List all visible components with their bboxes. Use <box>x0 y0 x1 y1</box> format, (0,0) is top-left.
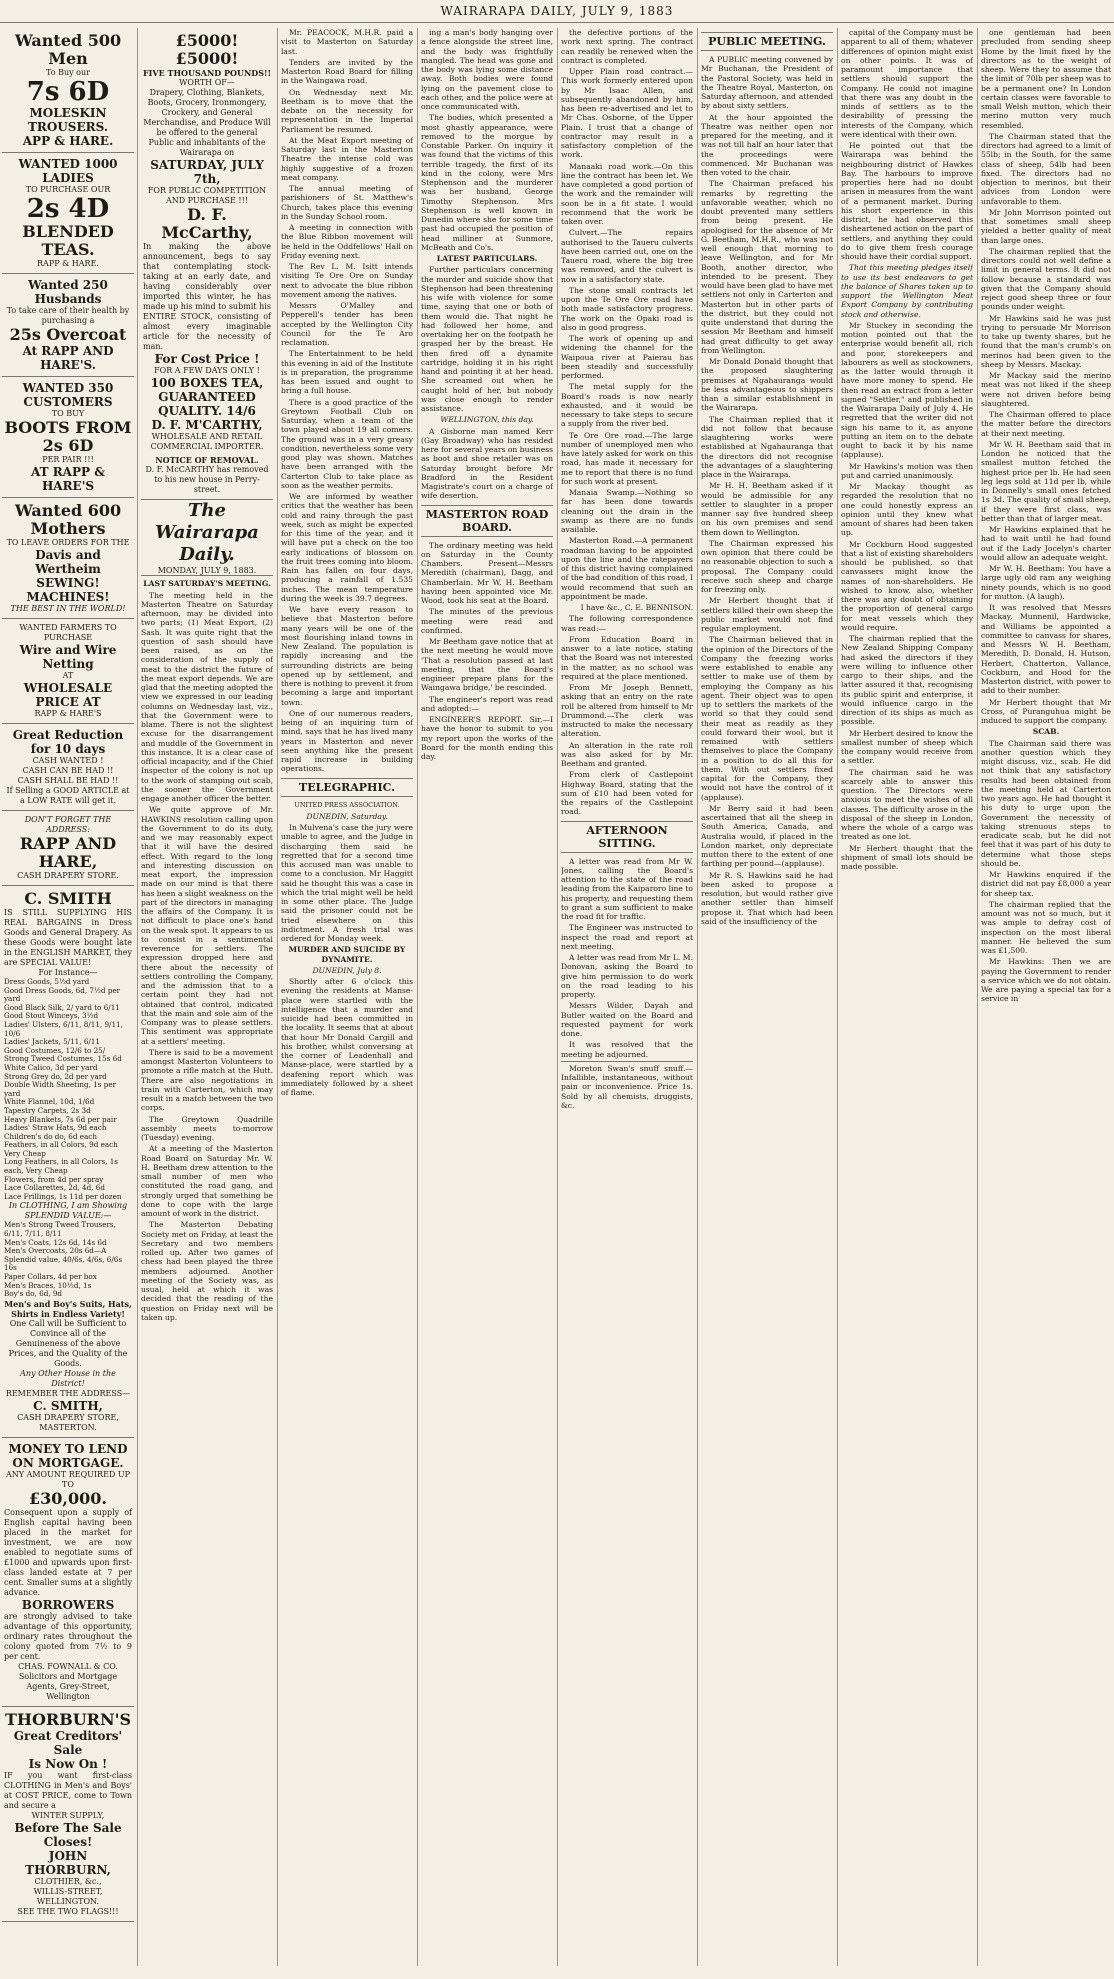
article-paragraph: Culvert.—The repairs authorised to the Taueru culverts have been carried out, one on the Taueru road, where the big tree was removed, and the culvert is now in a satisfactory state. <box>561 228 693 284</box>
article-paragraph: The following correspondence was read:— <box>561 614 693 633</box>
article-paragraph: The Chairman said there was another question which they might discuss, viz., scab. He did not think that any satisfactory results had been obtained from the meeting held at Carterton two years ago. He had thought it his duty to urge upon the Government the necessity of taking strenuous steps to eradicate scab, but he did not feel that it was part of his duty to determine what those steps should be. <box>981 738 1111 868</box>
news-item: We are informed by weather critics that the weather has been cold and rainy through the past week, such as might be expected for this time of the year, and it will have put a check on the too early indications of blossom on the fruit trees coming into bloom. Rain has fallen on four days, producing a rainfall of 1.535 inches. The mean temperature during the week is 39.7 degrees. <box>281 492 413 603</box>
section-heading-road-board: MASTERTON ROAD BOARD. <box>421 505 553 537</box>
article-paragraph: Mr Berry said it had been ascertained that all the sheep in South America, Canada, and Australia would, if placed in the London market, only depreciate mutton there to the extent of one farthing per pound—(applause). <box>701 803 833 869</box>
article-paragraph: The metal supply for the Board's roads is now nearly exhausted, and it would be necessary to take steps to secure a supply from the river bed. <box>561 382 693 429</box>
price-list-item-text: Good Black Silk, 2/ yard to 6/11 <box>4 1002 120 1012</box>
advert-thorburn <box>2 1707 134 1922</box>
price-list-item-text: Flowers, from 4d per spray <box>4 1174 104 1184</box>
column-4 <box>421 28 553 1968</box>
article-paragraph: Mr H. H. Beetham asked if it would be admissible for any settler to slaughter in a proper manner say five hundred sheep on his own premises and send them down to Wellington. <box>701 481 833 537</box>
column-1-advertisements <box>2 28 134 1968</box>
column-rule <box>837 28 838 1966</box>
advert-headline: For Cost Price ! <box>154 352 260 366</box>
article-paragraph: one gentleman had been precluded from sending sheep Home by the limit fixed by the directors as to the weight of sheep. Were they to assume that the limit of 70lb per sheep was to be a permanent one? In London certain classes were favorable to small Welsh mutton, which their merino mutton very much resembled. <box>981 28 1111 130</box>
column-6 <box>701 28 833 1968</box>
advert-text: are strongly advised to take advantage of this opportunity, ordinary rates throughout the colony quoted from 7½ to 9 per cent. <box>4 1611 132 1661</box>
advert-headline: Great Reduction for 10 days <box>12 728 124 756</box>
advert-amount: £30,000. <box>29 1488 107 1508</box>
advert-text: Before The Sale Closes! <box>14 1820 122 1849</box>
price-list-item-text: Men's Braces, 10½d, 1s <box>4 1280 92 1290</box>
news-item: The Rev L. M. Isitt intends visiting Te Ore Ore on Sunday next to advocate the blue ribbon movement among the natives. <box>281 262 413 299</box>
advert-product: SEWING! MACHINES! <box>26 576 110 604</box>
article-paragraph: A letter was read from Mr L. M. Donovan, asking the Board to give him permission to do work on the road leading to his property. <box>561 953 693 999</box>
advert-product: MOLESKIN TROUSERS. <box>27 106 109 134</box>
article-paragraph: There is said to be a movement amongst Masterton Volunteers to promote a rifle match at the Hutt. There are also negotiations in train with Carterton, which may result in a match between the two corps. <box>141 1047 273 1113</box>
advert-text: WORTH OF— <box>179 78 235 87</box>
price-list-item-text: Strong Grey do, 2d per yard <box>4 1071 107 1081</box>
article-paragraph: Mr Beetham gave notice that at the next meeting he would move 'That a resolution passed at last meeting, that the Board's engineer prepare plans for the Waingawa bridge,' be rescinded. <box>421 637 553 693</box>
price-list-item <box>4 1247 132 1273</box>
advert-product: 25s Overcoat <box>9 325 127 344</box>
advert-snuff: Moreton Swan's snuff snuff.—Infallible, instantaneous, without pain or inconvenience. Price 1s. Sold by all chemists, druggists, &c. <box>561 1061 693 1110</box>
advert-text: CASH CAN BE HAD !! <box>22 766 114 775</box>
article-paragraph: Messrs Wilder, Dayah and Butler waited on the Board and requested payment for work done. <box>561 1001 693 1038</box>
article-paragraph: Masterton Road.—A permanent roadman having to be appointed upon the line and the ratepayers of this district having complained of the bad condition of this road, I would recommend that such an appointment be made. <box>561 536 693 601</box>
advert-product: Wire and Wire Netting <box>19 643 117 671</box>
column-8 <box>981 28 1111 1968</box>
advert-moleskin-trousers <box>2 28 134 153</box>
column-2 <box>141 28 273 1968</box>
article-paragraph: The meeting held in the Masterton Theatre on Saturday afternoon, may be divided into two parts; (1) Meat Export, (2) Sash. It was quite right that the question of sash should have been raised, as on the consideration of the supply of meat to the district the future of the meat export depends. We are glad that the meeting adopted the view we expressed in our leading columns on Wednesday last, viz., that the Government were to blame. There is not the slightest excuse for the disarrangement and muddle of the Government in this instance. It is a clear case of official incapacity, and if the Chief Inspector of the colony is not up to the work of stamping out scab, the sooner the Government engage another officer the better. <box>141 590 273 803</box>
article-paragraph: Mr Hawkins explained that he had to wait until he had found out if the Lady Jocelyn's charter would allow an adequate weight. <box>981 525 1111 562</box>
article-paragraph: Manaaki road work.—On this line the contract has been let. We have completed a good portion of the work and the remainder will soon be in a fit state. I would recommend that the work be taken over. <box>561 161 693 226</box>
advert-merchant: D. F. McCarthy, <box>161 205 253 242</box>
article-paragraph: Mr W. H. Beetham said that in London he noticed that the smallest mutton fetched the highest price per lb. He had seen leg legs sold at 11d per lb, while in Donnelly's small ones fetched 1s 3d. The quality of small sheep, if they were first class, was better than that of larger meat. <box>981 439 1111 523</box>
advert-headline: WANTED FARMERS TO PURCHASE <box>19 623 117 642</box>
article-paragraph: Manaia Swamp.—Nothing so far has been done towards cleaning out the drain in the swamp as there are no funds available. <box>561 488 693 534</box>
advert-headline: Great Creditors' Sale <box>13 1728 123 1757</box>
news-item: At the Meat Export meeting of Saturday last in the Masterton Theatre the intense cold was highly suggestive of a frozen meat company. <box>281 135 413 182</box>
advert-text: CASH DRAPERY STORE, MASTERTON. <box>17 1412 119 1432</box>
article-paragraph: It was resolved that the meeting be adjourned. <box>561 1040 693 1059</box>
article-paragraph: Mr R. S. Hawkins said he had been asked to propose a resolution, but would rather give another settler than himself propose it. That which had been said of the insufficiency of the <box>701 870 833 926</box>
price-list-item-text: Dress Goods, 5½d yard <box>4 977 90 986</box>
article-paragraph: The bodies, which presented a most ghastly appearance, were removed to the morgue by Constable Parker. On inquiry it was found that the victims of this terrible tragedy, the first of its kind in the colony, were Mrs Stephenson and the murderer was her husband, George Timothy Stephenson. Mrs Stephenson is well known in Dunedin where she for some time past had occupied the position of head milliner at Sunmore, McBeath and Co's. <box>421 113 553 252</box>
price-list-item-text: Heavy Blankets, 7s 6d per pair <box>4 1114 117 1124</box>
advert-text: If Selling a GOOD ARTICLE at a LOW RATE will get it. <box>6 786 130 805</box>
advert-merchant: D. F. M'CARTHY, <box>151 418 263 432</box>
advert-money-to-lend <box>2 1438 134 1707</box>
column-rule <box>557 28 558 1966</box>
section-heading-telegraphic: TELEGRAPHIC. <box>281 778 413 797</box>
advert-headline: £5000! £5000! <box>175 31 239 68</box>
price-list-item-text: Good Costumes, 12/6 to 25/ <box>4 1045 106 1055</box>
advert-headline: FIVE THOUSAND POUNDS!! <box>143 68 271 78</box>
article-paragraph: Mr John Morrison pointed out that sometimes small sheep yielded a better quality of meat than large ones. <box>981 207 1111 245</box>
advert-text: D. F. McCARTHY has removed to his new house in Perry-street. <box>145 465 269 494</box>
article-paragraph: Mr Herbert thought that Mr Cross, of Puranguhua might be induced to support the company. <box>981 697 1111 725</box>
article-heading-scab: SCAB. <box>1032 727 1060 737</box>
price-list-item <box>4 1081 132 1098</box>
price-list-item-text: Good Stout Winceys, 3½d <box>4 1011 99 1021</box>
article-paragraph: The Chairman offered to place the matter before the directors at their next meeting. <box>981 410 1111 438</box>
price-list-item-text: White Calico, 3d per yard <box>4 1062 98 1072</box>
article-paragraph: The Chairman replied that it did not follow that because slaughtering works were established at Ngahauranga that the directors did not recognise the advantages of a slaughtering place in the Wairarapa. <box>701 414 833 479</box>
clothing-price-list <box>4 1221 132 1298</box>
article-paragraph: Mr Herbert thought that if settlers killed their own sheep the public market would not find regular employment. <box>701 596 833 633</box>
advert-text: PER PAIR !!! <box>42 455 94 464</box>
price-list-item <box>4 987 132 1004</box>
advert-blended-teas <box>2 153 134 274</box>
advert-product: Davis and Wertheim <box>35 548 101 576</box>
advert-text: Is Now On ! <box>28 1756 108 1771</box>
price-list-item-text: Very Cheap <box>4 1148 46 1158</box>
advert-product: BLENDED TEAS. <box>22 222 114 259</box>
article-paragraph: Mr Mackay thought as regarded the resolution that no one could honestly express an opinion until they knew what amount of shares had been taken up. <box>841 482 973 538</box>
advert-text: FOR A FEW DAYS ONLY ! <box>154 366 260 375</box>
article-paragraph: Mr Herbert thought that the shipment of small lots should be made possible. <box>841 843 973 871</box>
article-paragraph: Mr Cockburn Hood suggested that a list of existing shareholders should be published, so that canvassers might know the names of non-shareholders. He wished to know, also, whether there was any doubt of obtaining the proportion of general cargo for meat vessels which they would require. <box>841 539 973 632</box>
news-item: Tenders are invited by the Masterton Road Board for filling in the Waingawa road. <box>281 57 413 86</box>
news-item: The Entertainment to be held this evening in aid of the Institute is in preparation, the programme has been issued and ought to bring a full house. <box>281 349 413 396</box>
advert-text: In CLOTHING, I am Showing SPLENDID VALUE:— <box>8 1201 128 1221</box>
advert-merchant: APP & HARE. <box>22 134 114 148</box>
advert-boots <box>2 377 134 498</box>
advert-text: CASH DRAPERY STORE. <box>17 871 119 880</box>
article-paragraph: A PUBLIC meeting convened by Mr Buchanan, the President of the Pastoral Society, was held in the Theatre Royal, Masterton, on Saturday afternoon, and attended by about sixty settlers. <box>701 55 833 111</box>
news-item: On Wednesday next Mr. Beetham is to move that the debate on the necessity for representation in the Imperial Parliament be resumed. <box>281 87 413 134</box>
advert-merchant: CHAS. FOWNALL & CO. <box>18 1661 118 1671</box>
article-paragraph: The work of opening up and widening the channel for the Waipoua river at Paierau has been steadily and successfully performed. <box>561 334 693 380</box>
advert-headline: NOTICE OF REMOVAL. <box>155 455 259 465</box>
advert-text: BORROWERS <box>21 1597 115 1612</box>
advert-headline: Wanted 250 Husbands <box>28 278 108 306</box>
article-paragraph: It was resolved that Messrs Mackay, Munnenil, Hardwicke, and Williams be appointed a committee to canvass for shares, and Messrs W. H. Beetham, Meredith, D. Donald, H. Hutson, Herbert, Chatterton, Vallance, Cockburn, and Hood for the Masterton district, with power to add to their number. <box>981 603 1111 696</box>
dateline: DUNEDIN, July 8. <box>312 965 382 975</box>
news-item: Messrs O'Malley and Pepperell's tender has been accepted by the Wellington City Council for the Te Aro reclamation. <box>281 301 413 347</box>
advert-text: ANY AMOUNT REQUIRED UP TO <box>5 1469 131 1489</box>
news-item: We have every reason to believe that Masterton before many years will be one of the most flourishing inland towns in New Zealand. The population is rapidly increasing and the surrounding districts are being opened up by settlement, and there is nothing to prevent it from becoming a large and important town. <box>281 605 413 707</box>
article-paragraph: Mr Hawkins said he was just trying to persuade Mr Morrison to take up twenty shares, but he found that the man's crumb's on merinos had been given to the sheep by Messrs. Mackay. <box>981 313 1111 369</box>
price-list-item-text: Men's Strong Tweed Trousers, 6/11, 7/11, 8/11 <box>4 1220 116 1239</box>
news-item: There is a good practice of the Greytown Football Club on Saturday, when a team of the town played about 19 all comers. The ground was in a very greasy condition, nevertheless some very good play was shown. Matches have been arranged with the Carterton Club to take place as soon as the weather permits. <box>281 397 413 490</box>
price-list-item-text: Ladies' Ulsters, 6/11, 8/11, 9/11, 10/6 <box>4 1019 123 1038</box>
article-paragraph: Mr W. H. Beetham: You have a large ugly old ram any weighing ninety pounds, which is no good for mutton. (A laugh). <box>981 564 1111 601</box>
advert-rapp-and-hare <box>2 811 134 886</box>
advert-text: In making the above announcement, begs to say that contemplating stock-taking at an early date, and having considerably over imported this winter, he has made up his mind to submit his ENTIRE STOCK, consisting of almost every imaginable article for the necessity of man. <box>143 242 271 351</box>
column-rule <box>137 28 138 1966</box>
price-list-item <box>4 1193 132 1202</box>
price-list-item-text: Men's Overcoats, 20s 6d—A Splendid value, 40/6s, 4/6s, 6/6s 16s <box>4 1246 123 1273</box>
article-paragraph: The stone small contracts let upon the Te Ore Ore road have both made satisfactory progress. The work on the Opaki road is also in good progress. <box>561 285 693 332</box>
advert-headline: Wanted 600 Mothers <box>14 501 122 538</box>
advert-text: DON'T FORGET THE ADDRESS: <box>24 815 112 834</box>
advert-text: Drapery, Clothing, Blankets, Boots, Grocery, Ironmongery, Crockery, and General Merchandise, and Produce Will be offered to the general Public and inhabitants of the Wairarapa on <box>143 88 271 157</box>
advert-price: 2s 4D <box>26 194 110 224</box>
advert-product: 100 BOXES TEA, GUARANTEED QUALITY. 14/6 <box>150 376 264 418</box>
masthead: WAIRARAPA DAILY, JULY 9, 1883 <box>0 0 1114 23</box>
article-paragraph: the defective portions of the work next spring. The contract can readily be renewed when the contract is completed. <box>561 28 693 65</box>
advert-text: CLOTHIER, &c., <box>34 1876 102 1886</box>
advert-text: REMEMBER THE ADDRESS— <box>5 1388 131 1398</box>
price-list <box>4 978 132 1201</box>
article-paragraph: The Chairman expressed his own opinion that there could be no reasonable objection to such a proposal. The Company could receive such sheep and charge for freezing only. <box>701 538 833 594</box>
article-heading: LAST SATURDAY'S MEETING. <box>143 579 271 589</box>
article-paragraph: The Chairman believed that in the opinion of the Directors of the Company the freezing works were established to enable any settler to make use of them by employing the Company as his agent. Their object was to open up to settlers the markets of the world so that they could send their meat as readily as they could forward their wool, but it remained with settlers themselves to place the Company in a position to do all this for them. With out settlers fixed capital for the Company, they would not have the control of it (applause). <box>701 635 833 802</box>
price-list-item <box>4 1221 132 1238</box>
news-item: Shortly after 6 o'clock this evening the residents at Manse-place were startled with the intelligence that a murder and suicide had been committed in the locality. It seems that at about that hour Mr Donald Cargill and his brother, whilst conversing at the corner of Leadenhall and Manse-place, were startled by a deafening report which was immediately followed by a sheet of flame. <box>281 977 413 1097</box>
article-paragraph: The ordinary meeting was held on Saturday in the County Chambers. Present—Messrs Meredith (chairman), Dagg, and Chamberlain. Mr W. H. Beetham having been appointed vice Mr. Wood, took his seat at the Board. <box>421 540 553 605</box>
advert-headline: MONEY TO LEND ON MORTGAGE. <box>8 1441 128 1470</box>
article-paragraph: Mr Herbert desired to know the smallest number of sheep which the company would receive from a settler. <box>841 728 973 766</box>
news-item: A meeting in connection with the Blue Ribbon movement will be held in the Oddfellows' Hall on Friday evening next. <box>281 223 413 260</box>
article-paragraph: The chairman said he was scarcely able to answer this question. The Directors were anxious to meet the wishes of all classes. The difficulty arose in the disposal of the sheep in London, where the whole of a cargo was treated as one lot. <box>841 767 973 842</box>
article-paragraph: He pointed out that the Wairarapa was behind the neighbouring district of Hawkes Bay. The harbours to improve properties here had no doubt arisen in measures from the want of a permanent market. During his short experience in this district, he had observed this disheartened action on the part of settlers, and anything they could do to give them fresh courage should have their cordial support. <box>841 141 973 261</box>
price-list-item-text: Ladies' Jackets, 5/11, 6/11 <box>4 1037 100 1047</box>
advert-text: SEE THE TWO FLAGS!!! <box>17 1906 119 1916</box>
advert-text: TO BUY <box>51 409 85 418</box>
price-list-item-text: White Flannel, 10d, 1/6d <box>4 1097 95 1107</box>
price-list-item-text: Boy's do, 6d, 9d <box>4 1289 63 1299</box>
column-rule <box>697 28 698 1966</box>
newspaper-title: The Wairarapa Daily. <box>155 500 259 565</box>
price-list-item-text: Feathers, in all Colors, 9d each <box>4 1140 118 1150</box>
price-list-item-text: Ladies' Straw Hats, 9d each <box>4 1123 107 1133</box>
price-list-item <box>4 1021 132 1038</box>
article-paragraph: Mr Donald Donald thought that the proposed slaughtering premises at Ngahauranga would be less advantageous to shippers than a similar establishment in the Wairarapa. <box>701 357 833 413</box>
advert-text: WHOLESALE AND RETAIL COMMERCIAL IMPORTER. <box>150 432 264 451</box>
article-paragraph: The Engineer was instructed to inspect the road and report at next meeting. <box>561 923 693 951</box>
advert-headline: WANTED 1000 LADIES <box>18 157 118 185</box>
column-rule <box>417 28 418 1966</box>
article-paragraph: The Chairman prefaced his remarks by regretting the unfavorable weather, which no doubt prevented many settlers from being present. He apologised for the absence of Mr G. Beetham, M.H.R., who was not well enough that morning to leave Wellington, and for Mr Booth, another director, who intended to be present. They would have been glad to have met settlers not only in Carterton and Masterton but in other parts of the district, but they could not quite understand that during the session Mr Beetham and himself had great difficulty to get away from Wellington. <box>701 179 833 355</box>
issue-date: MONDAY, JULY 9, 1883. <box>141 566 273 576</box>
article-paragraph: Mr Hawkins's motion was then put and carried unanimously. <box>841 461 973 480</box>
article-paragraph: Mr Hawkins enquired if the district did not pay £8,000 a year for sheep tax. <box>981 870 1111 898</box>
article-paragraph: From clerk of Castlepoint Highway Board, stating that the sum of £10 had been voted for the repairs of the Castlepoint road. <box>561 770 693 817</box>
price-list-item-text: Children's do do, 6d each <box>4 1131 97 1141</box>
article-paragraph: Further particulars concerning the murder and suicide show that Stephenson had been threatening his wife with violence for some time, saying that one or both of them would die. That night he had followed her home, and overtaking her on the footpath he grasped her by the breast. He then fired off a dynamite cartridge, holding it in his right hand and pointing it at her head. She screamed out when he caught hold of her, but nobody was close enough to render assistance. <box>421 265 553 413</box>
advert-text: TO PURCHASE OUR <box>25 185 111 194</box>
advert-text: Any Other House in the District! <box>20 1368 116 1388</box>
advert-merchant: C. SMITH <box>24 889 112 908</box>
section-subheading: UNITED PRESS ASSOCIATION. <box>294 800 400 809</box>
advert-price: WHOLESALE PRICE AT <box>23 681 113 709</box>
article-paragraph: The chairman replied that the amount was not so much, but it was ample to defray cost of inspection on the most liberal manner. He believed the sum was £1,500. <box>981 899 1111 955</box>
price-list-item <box>4 1158 132 1175</box>
article-paragraph: The chairman replied that the directors could not well define a limit in general terms. It did not follow because a standard was given that the Company should reject good sheep three or four pounds under weight. <box>981 246 1111 312</box>
advert-text: Solicitors and Mortgage Agents, Grey-Street, Wellington <box>18 1671 118 1701</box>
signature: I have &c., C. E. BENNISON. <box>580 603 693 612</box>
column-7 <box>841 28 973 1968</box>
price-list-item-text: Good Dress Goods, 6d, 7½d per yard <box>4 985 121 1004</box>
advert-wire-netting <box>2 619 134 724</box>
section-heading-afternoon-sitting: AFTERNOON SITTING. <box>561 821 693 853</box>
article-paragraph: A Gisborne man named Kerr (Gay Broadway) who has resided here for several years on business as boot and shoe retailer was on Saturday brought before Mr Bradford in the Resident Magistrate's court on a charge of wife desertion. <box>421 426 553 501</box>
article-paragraph: From Education Board in answer to a late notice, stating that the Board was not interested in the matter, as no school was required at the place mentioned. <box>561 634 693 681</box>
advert-mccarthy <box>141 28 273 500</box>
advert-merchant: JOHN THORBURN, <box>25 1848 111 1877</box>
advert-merchant: C. SMITH, <box>33 1398 103 1413</box>
news-item: One of our numerous readers, being of an inquiring turn of mind, says that he has lived many years in Masterton and never seen anything like the present rapid increase in building operations. <box>281 708 413 774</box>
price-list-item <box>4 1290 132 1299</box>
advert-merchant: THORBURN'S <box>4 1709 132 1729</box>
article-paragraph: Mr Hawkins: Then we are paying the Government to render a service which we do not obtain. We are paying a special tax for a service in <box>981 957 1111 1004</box>
advert-merchant: AT RAPP & HARE'S <box>30 465 106 493</box>
article-paragraph: ENGINEER'S REPORT. Sir,—I have the honor to submit to you my report upon the works of the Board for the month ending this day. <box>421 715 553 761</box>
advert-merchant: At RAPP AND HARE'S. <box>22 344 114 372</box>
price-list-item-text: Lace Frillings, 1s 11d per dozen <box>4 1191 122 1201</box>
column-3 <box>281 28 413 1968</box>
article-paragraph: The chairman replied that the New Zealand Shipping Company had asked the directors if they were willing to influence other cargo to their ships, and the latter assured it that, recognising its public spirit and enterprise, it would influence cargo in the direction of its ships as much as possible. <box>841 634 973 727</box>
news-item: The annual meeting of parishioners of St. Matthew's Church, takes place this evening in the Sunday School room. <box>281 184 413 221</box>
advert-text: One Call will be Sufficient to Convince all of the Genuineness of the above Prices, and the Quality of the Goods. <box>8 1318 128 1368</box>
advert-date: SATURDAY, JULY 7th, <box>150 158 264 186</box>
price-list-item-text: Men's Coats, 12s 6d, 14s 6d <box>4 1237 107 1247</box>
article-paragraph: The Greytown Quadrille assembly meets to-morrow (Tuesday) evening. <box>141 1114 273 1142</box>
advert-text: For Instance— <box>38 968 98 977</box>
article-paragraph: The Masterton Debating Society met on Friday, at least the Secretary and two members rolled up. After two games of chess had been played the three members adjourned. Another meeting of the Society was, as usual, held at which it was decided that the reading of the question on Friday next will be taken up. <box>141 1220 273 1322</box>
article-heading: LATEST PARTICULARS. <box>436 254 538 263</box>
advert-text: TO LEAVE ORDERS FOR THE <box>6 538 130 547</box>
article-paragraph: At the hour appointed the Theatre was neither open nor prepared for the meeting, and it was not till half an hour later that the proceedings were commenced. Mr Buchanan was then voted to the chair. <box>701 112 833 177</box>
article-paragraph: The minutes of the previous meeting were read and confirmed. <box>421 607 553 635</box>
advert-price: BOOTS FROM 2s 6D <box>4 418 132 455</box>
advert-text: WINTER SUPPLY, <box>31 1810 105 1820</box>
advert-text: To take care of their health by purchasing a <box>6 306 130 325</box>
advert-price: 7s 6D <box>26 77 110 107</box>
advert-merchant: RAPP & HARE'S <box>34 709 102 718</box>
advert-text: IF you want first-class CLOTHING in Men's and Boys' at COST PRICE, come to Town and secure a <box>4 1770 132 1810</box>
advert-merchant: RAPP & HARE. <box>37 259 99 268</box>
article-paragraph: Mr Mackay said the merino meat was not liked if the sheep were not driven before being slaughtered. <box>981 371 1111 408</box>
advert-text: WILLIS-STREET, WELLINGTON. <box>33 1886 103 1906</box>
price-list-item-text: Long Feathers, in all Colors, 1s each, Very Cheap <box>4 1157 118 1176</box>
column-5 <box>561 28 693 1968</box>
advert-text: IS STILL SUPPLYING HIS REAL BARGAINS in Dress Goods and General Drapery. As these Goods were bought late in the ENGLISH MARKET, they are SPECIAL VALUE! <box>4 908 132 967</box>
article-paragraph: Mr Stuckey in seconding the motion pointed out that the enterprise would benefit all, rich and poor, storekeepers and labourers as well as stockowners, as the latter would through it have more money to spend. He then read an extract from a letter signed "Settler," and published in the Wairarapa Daily of July 4. He regretted that the writer did not sign his name to it, as anyone putting an item on to the debate ought to back it by his name (applause). <box>841 320 973 460</box>
article-paragraph: The engineer's report was read and adopted:— <box>421 694 553 713</box>
article-paragraph: Upper Plain road contract.—This work formerly entered upon by Mr Isaac Allen, and subsequently abandoned by him, has been re-advertised and let to Mr Chas. Osborne, of the Upper Plain. I trust that a change of contractor may result in a satisfactory completion of the work. <box>561 67 693 160</box>
price-list-item-text: Tapestry Carpets, 2s 3d <box>4 1105 91 1115</box>
advert-great-reduction <box>2 724 134 811</box>
dateline: WELLINGTON, this day. <box>440 415 534 425</box>
advert-text: Men's and Boy's Suits, Hats, Shirts in Endless Variety! <box>4 1298 132 1319</box>
article-paragraph: At a meeting of the Masterton Road Board on Saturday Mr. W. H. Beetham drew attention to the small number of men who constituted the road gang, and strongly urged that something be done to cope with the large amount of work in the district. <box>141 1144 273 1218</box>
news-item: Mr. PEACOCK, M.H.R. paid a visit to Masterton on Saturday last. <box>281 28 413 56</box>
advert-text: AT <box>62 671 74 680</box>
article-paragraph: A letter was read from Mr W. Jones, calling the Board's attention to the state of the road leading from the Kaiparoro line to his property, and requesting them to grant a sum sufficient to make the road fit for traffic. <box>561 856 693 921</box>
article-paragraph: From Mr Joseph Bennett, asking that an entry on the rate roll be altered from himself to Mr Drummond.—The clerk was instructed to make the necessary alteration. <box>561 683 693 739</box>
article-paragraph: An alteration in the rate roll was also asked for by Mr. Beetham and granted. <box>561 740 693 768</box>
column-rule <box>277 28 278 1966</box>
article-paragraph: The Chairman stated that the directors had agreed to a limit of 55lb; in the South, for the same class of sheep, 54lb had been fixed. The directors had no objection to merinos, but their advices from London were unfavorable to them. <box>981 131 1111 206</box>
column-rule <box>977 28 978 1966</box>
advert-overcoat <box>2 274 134 377</box>
article-paragraph: We quite approve of Mr. HAWKINS resolution calling upon the Government to do its duty, and we may reasonably expect that it will have the desired effect. With regard to the long and interesting discussion on meat export, the impression made on our mind is that there has been a slight weakness on the part of the directors in managing the affairs of the Company. It is not difficult to place one's hand on the weak spot. It appears to us to consist in a sentimental reverence for settlers. The expression dropped here and there about the necessity of settlers controlling the Company, and the admission that to a certain point they had not obtained that control, indicated that the main and sole aim of the Company was to please settlers. This sentiment was appropriate at a settlers' meeting. <box>141 805 273 1046</box>
advert-merchant: RAPP AND HARE, <box>19 834 117 871</box>
advert-c-smith <box>2 886 134 1438</box>
advert-sewing-machines <box>2 498 134 619</box>
advert-headline: WANTED 350 CUSTOMERS <box>22 381 114 409</box>
price-list-item-text: Paper Collars, 4d per box <box>4 1272 97 1281</box>
advert-slogan: THE BEST IN THE WORLD! <box>10 604 126 613</box>
advert-text: CASH WANTED ! <box>32 756 104 765</box>
dateline: DUNEDIN, Saturday. <box>306 811 388 821</box>
advert-text: FOR PUBLIC COMPETITION AND PURCHASE !!! <box>147 186 267 205</box>
news-item: In Mulvena's case the jury were unable to agree, and the Judge in discharging them said he regretted that for a second time this accused man was unable to come to a conclusion. Mr Haggitt said he thought this was a case in which the trial might well be held in some other place. The Judge said the prisoner could not be tried elsewhere on this indictment. A fresh trial was ordered for Monday week. <box>281 823 413 943</box>
price-list-item-text: Double Width Sheeting, 1s per yard <box>4 1080 117 1098</box>
article-paragraph: capital of the Company must be apparent to all of them; whatever differences of opinion might exist on other points. It was of paramount importance that settlers should support the Company. He could not imagine that there was any doubt in the minds of settlers as to the desirability of pressing the interests of the Company, which were identical with their own. <box>841 28 973 139</box>
advert-headline: Wanted 500 Men <box>14 31 122 68</box>
price-list-item-text: Strong Tweed Costumes, 15s 6d <box>4 1054 122 1064</box>
article-heading: MURDER AND SUICIDE BY DYNAMITE. <box>288 945 406 964</box>
article-paragraph: Te Ore Ore road.—The large number of unemployed men who have lately asked for work on this road, has made it necessary for me to report that there is no fund for such work at present. <box>561 430 693 486</box>
advert-text: To Buy our <box>46 68 90 77</box>
article-paragraph: ing a man's body hanging over a fence alongside the street line, and the body was frightfully mangled. The head was gone and the body was lying some distance away. Both bodies were found lying on the pavement close to each other, and the police were at once communicated with. <box>421 28 553 111</box>
advert-text: CASH SHALL BE HAD !! <box>17 776 119 785</box>
section-heading-public-meeting: PUBLIC MEETING. <box>701 32 833 51</box>
advert-text: Consequent upon a supply of English capital having been placed in the market for investment, we are now enabled to negotiate sums of £1000 and upwards upon first-class landed estate at 7 per cent. Smaller sums at a slightly advance. <box>4 1507 132 1597</box>
resolution-text: That this meeting pledges itself to use its best endeavors to get the balance of Shares taken up to support the Wellington Meat Export Company by contributing stock and otherwise. <box>841 263 973 319</box>
price-list-item-text: Lace Collarettes, 2d, 4d, 6d <box>4 1183 105 1193</box>
